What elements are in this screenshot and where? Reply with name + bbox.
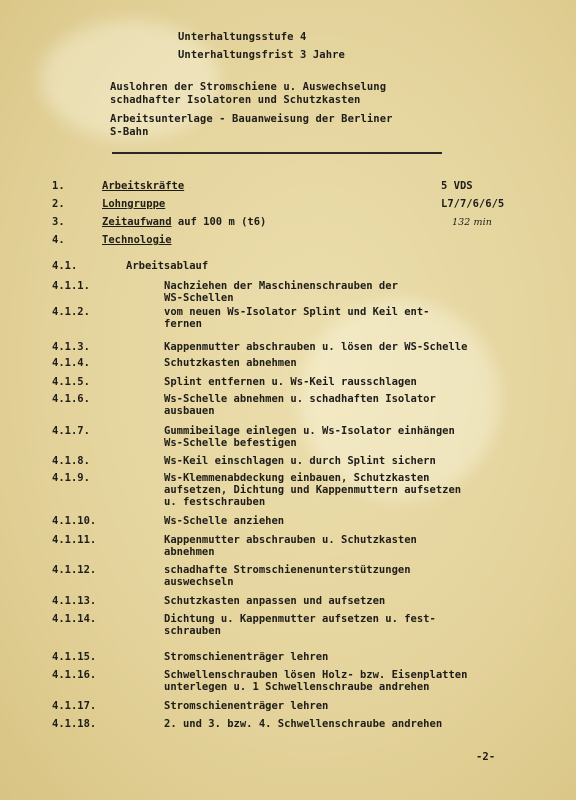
section-title: Arbeitsablauf xyxy=(126,260,209,272)
step-text: u. festschrauben xyxy=(164,496,266,508)
step-number: 4.1.3. xyxy=(52,341,90,353)
item-value: L7/7/6/6/5 xyxy=(441,198,505,210)
step-number: 4.1.15. xyxy=(52,651,97,663)
step-number: 4.1.6. xyxy=(52,393,90,405)
section-number: 4.1. xyxy=(52,260,78,272)
step-number: 4.1.11. xyxy=(52,534,97,546)
step-text: Schwellenschrauben lösen Holz- bzw. Eisenplatten xyxy=(164,669,468,681)
step-text: Kappenmutter abschrauben u. Schutzkasten xyxy=(164,534,417,546)
handwritten-note: 132 min xyxy=(452,217,493,228)
step-text: Kappenmutter abschrauben u. lösen der WS-Schelle xyxy=(164,341,468,353)
step-text: auswechseln xyxy=(164,576,234,588)
step-text: fernen xyxy=(164,318,202,330)
description-line-3: Arbeitsunterlage - Bauanweisung der Berliner xyxy=(110,113,393,125)
step-number: 4.1.14. xyxy=(52,613,97,625)
item-number: 3. xyxy=(52,216,65,228)
description-line-4: S-Bahn xyxy=(110,126,149,138)
item-label: Arbeitskräfte xyxy=(102,180,185,192)
item-label-row xyxy=(102,216,266,228)
step-text: Ws-Klemmenabdeckung einbauen, Schutzkasten xyxy=(164,472,430,484)
step-number: 4.1.16. xyxy=(52,669,97,681)
step-text: Ws-Schelle befestigen xyxy=(164,437,297,449)
item-number: 1. xyxy=(52,180,65,192)
step-text: Stromschienenträger lehren xyxy=(164,700,329,712)
step-number: 4.1.4. xyxy=(52,357,90,369)
step-text: Splint entfernen u. Ws-Keil rausschlagen xyxy=(164,376,417,388)
step-number: 4.1.9. xyxy=(52,472,90,484)
step-text: 2. und 3. bzw. 4. Schwellenschraube andrehen xyxy=(164,718,443,730)
step-text: Schutzkasten abnehmen xyxy=(164,357,297,369)
step-number: 4.1.7. xyxy=(52,425,90,437)
step-text: Stromschienenträger lehren xyxy=(164,651,329,663)
page-number: -2- xyxy=(476,751,496,763)
step-text: Nachziehen der Maschinenschrauben der xyxy=(164,280,398,292)
step-number: 4.1.10. xyxy=(52,515,97,527)
step-text: abnehmen xyxy=(164,546,215,558)
item-label: Zeitaufwand xyxy=(102,216,172,228)
step-text: aufsetzen, Dichtung und Kappenmuttern aufsetzen xyxy=(164,484,462,496)
header-divider xyxy=(112,152,442,154)
step-number: 4.1.17. xyxy=(52,700,97,712)
step-text: Ws-Keil einschlagen u. durch Splint sichern xyxy=(164,455,436,467)
step-number: 4.1.13. xyxy=(52,595,97,607)
step-number: 4.1.2. xyxy=(52,306,90,318)
step-text: Ws-Schelle anziehen xyxy=(164,515,285,527)
description-line-2: schadhafter Isolatoren und Schutzkasten xyxy=(110,94,361,106)
step-text: schrauben xyxy=(164,625,221,637)
step-text: Schutzkasten anpassen und aufsetzen xyxy=(164,595,386,607)
step-number: 4.1.12. xyxy=(52,564,97,576)
item-number: 2. xyxy=(52,198,65,210)
step-number: 4.1.5. xyxy=(52,376,90,388)
step-text: vom neuen Ws-Isolator Splint und Keil ent- xyxy=(164,306,430,318)
step-text: unterlegen u. 1 Schwellenschraube andrehen xyxy=(164,681,430,693)
item-label: Technologie xyxy=(102,234,172,246)
step-text: Dichtung u. Kappenmutter aufsetzen u. fest- xyxy=(164,613,436,625)
item-extra: auf 100 m (t6) xyxy=(171,216,267,228)
description-line-1: Auslohren der Stromschiene u. Auswechselung xyxy=(110,81,387,93)
step-text: Ws-Schelle abnehmen u. schadhaften Isolator xyxy=(164,393,436,405)
item-value: 5 VDS xyxy=(441,180,473,192)
step-text: ausbauen xyxy=(164,405,215,417)
step-text: WS-Schellen xyxy=(164,292,234,304)
step-number: 4.1.1. xyxy=(52,280,90,292)
step-text: Gummibeilage einlegen u. Ws-Isolator einhängen xyxy=(164,425,455,437)
item-number: 4. xyxy=(52,234,65,246)
step-number: 4.1.18. xyxy=(52,718,97,730)
step-text: schadhafte Stromschienenunterstützungen xyxy=(164,564,411,576)
header-line-2: Unterhaltungsfrist 3 Jahre xyxy=(178,49,345,61)
step-number: 4.1.8. xyxy=(52,455,90,467)
header-line-1: Unterhaltungsstufe 4 xyxy=(178,31,307,43)
item-label: Lohngruppe xyxy=(102,198,166,210)
